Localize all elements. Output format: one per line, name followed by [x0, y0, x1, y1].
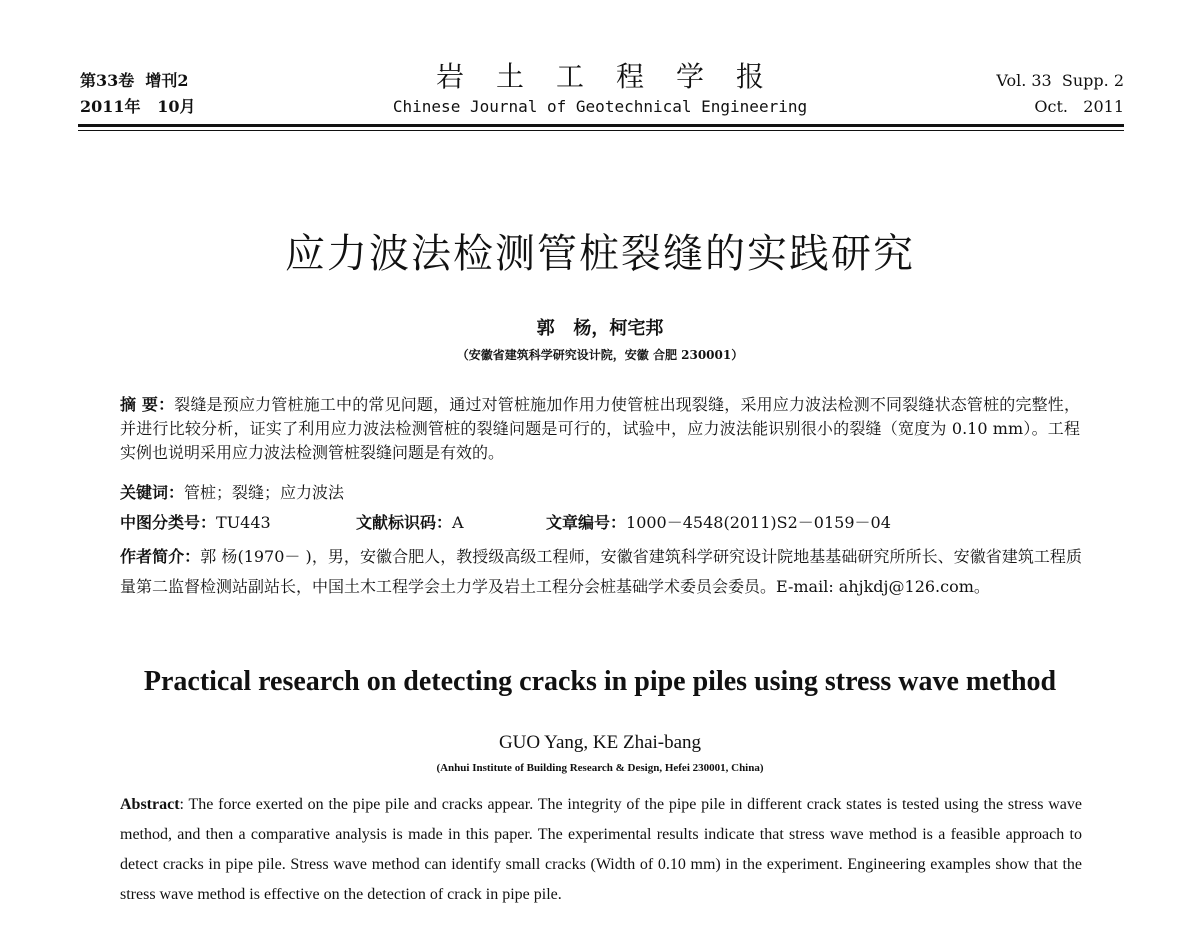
date-en: Oct. 2011	[1034, 97, 1124, 116]
bio-label: 作者简介：	[120, 547, 201, 566]
article-no-label: 文章编号：	[546, 513, 627, 532]
paper-title-en: Practical research on detecting cracks in pipe piles using stress wave method	[143, 666, 1057, 697]
clc-value: TU443	[216, 513, 271, 532]
article-number	[546, 512, 891, 534]
doc-code-value: A	[452, 513, 464, 532]
paper-title-cn: 应力波法检测管桩裂缝的实践研究	[285, 231, 915, 277]
abstract-en	[120, 790, 1082, 910]
keywords-cn	[120, 482, 344, 504]
abstract-label-en: Abstract	[120, 796, 180, 813]
article-no-value: 1000－4548(2011)S2－0159－04	[626, 513, 891, 532]
date-cn: 2011年 10月	[80, 97, 196, 116]
abstract-cn	[120, 393, 1080, 465]
header-rule-thick	[78, 124, 1124, 127]
classification-row	[120, 512, 1100, 534]
clc-label: 中图分类号：	[120, 513, 217, 532]
document-code	[356, 512, 546, 534]
keywords-text: 管桩；裂缝；应力波法	[184, 483, 345, 502]
affiliation-cn: （安徽省建筑科学研究设计院，安徽 合肥 230001）	[456, 348, 744, 362]
journal-name-cn: 岩土工程学报	[435, 60, 796, 93]
author-bio	[120, 542, 1082, 602]
affiliation-en: (Anhui Institute of Building Research & Design, Hefei 230001, China)	[436, 762, 764, 774]
doc-code-label: 文献标识码：	[356, 513, 453, 532]
header-right	[996, 68, 1124, 120]
bio-text: 郭 杨(1970－ )，男，安徽合肥人，教授级高级工程师，安徽省建筑科学研究设计院地基基础研究所所长、安徽省建筑工程质量第二监督检测站副站长，中国土木工程学会土力学及岩土工程分会桩基础学术委员会委员。E-mail: ahjkdj@126.com。	[120, 547, 1082, 596]
volume-issue-en: Vol. 33 Supp. 2	[996, 71, 1124, 90]
clc-code	[120, 512, 356, 534]
volume-issue-cn: 第33卷 增刊2	[80, 71, 189, 90]
abstract-text-en: : The force exerted on the pipe pile and cracks appear. The integrity of the pipe pile in different crack states is tested using the stress wave method, and then a comparative analysis is made in this paper. The experimental results indicate that stress wave method is a feasible approach to detect cracks in pipe pile. Stress wave method can identify small cracks (Width of 0.10 mm) in the experiment. Engineering examples show that the stress wave method is effective on the detection of crack in pipe pile.	[120, 796, 1082, 903]
header-rule-thin	[78, 130, 1124, 131]
keywords-label: 关键词：	[120, 483, 185, 502]
abstract-label-cn: 摘 要：	[120, 395, 175, 414]
abstract-text-cn: 裂缝是预应力管桩施工中的常见问题，通过对管桩施加作用力使管桩出现裂缝，采用应力波法检测不同裂缝状态管桩的完整性，并进行比较分析，证实了利用应力波法检测管桩的裂缝问题是可行的，试验中，应力波法能识别很小的裂缝（宽度为 0.10 mm）。工程实例也说明采用应力波法检测管桩裂缝问题是有效的。	[120, 395, 1080, 462]
authors-en: GUO Yang, KE Zhai-bang	[498, 732, 702, 753]
authors-cn: 郭 杨，柯宅邦	[536, 318, 664, 339]
journal-name-en: Chinese Journal of Geotechnical Engineering	[392, 97, 808, 116]
